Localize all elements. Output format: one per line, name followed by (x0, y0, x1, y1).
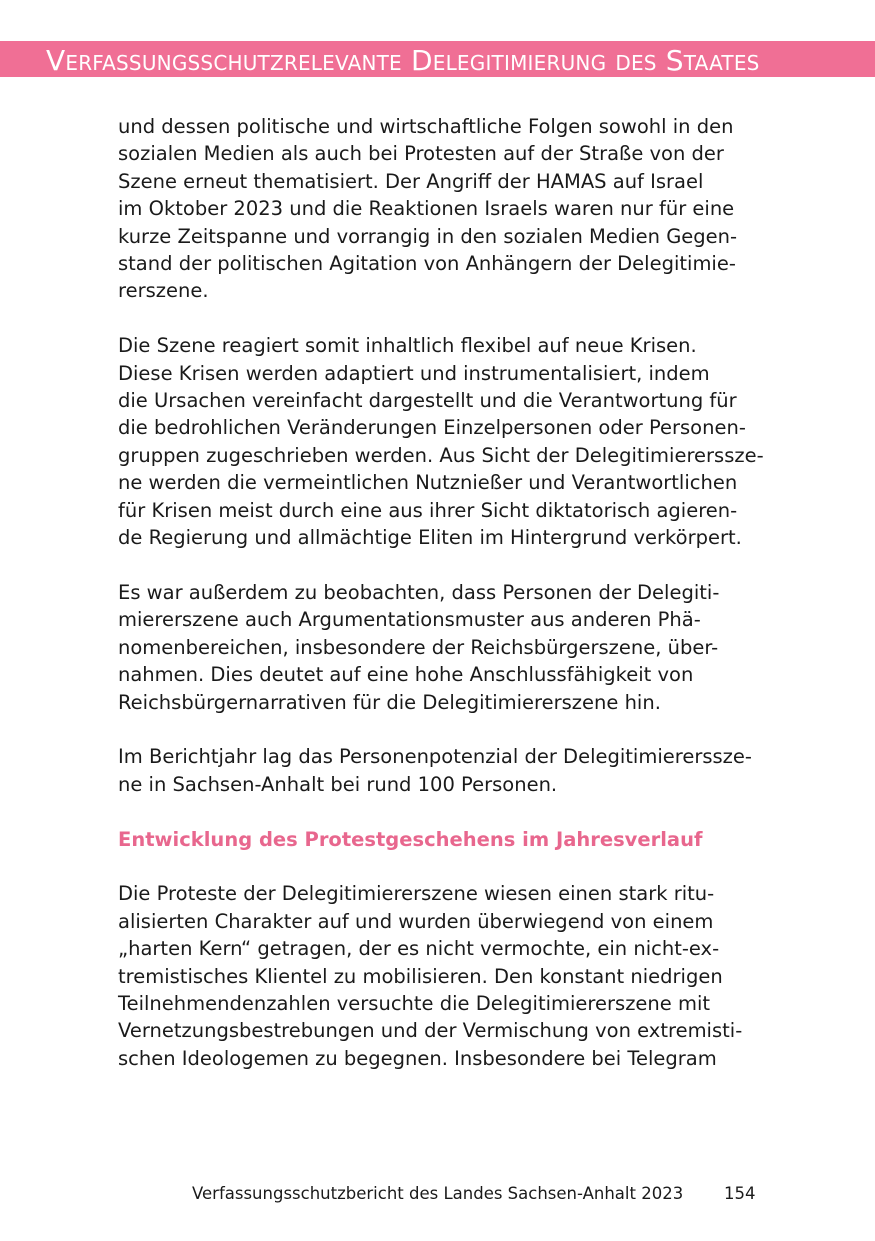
text-line: im Oktober 2023 und die Reaktionen Israels waren nur für eine (118, 197, 735, 221)
text-line: nomenbereichen, insbesondere der Reichsbürgerszene, über- (118, 635, 719, 659)
section-title: Verfassungsschutzrelevante Delegitimierung des Staates (46, 44, 760, 77)
text-line: Die Szene reagiert somit inhaltlich flexibel auf neue Krisen. (118, 334, 697, 358)
text-line: kurze Zeitspanne und vorrangig in den sozialen Medien Gegen- (118, 224, 738, 248)
text-line: Im Berichtjahr lag das Personenpotenzial der Delegitimiererssze- (118, 745, 752, 769)
page-number: 154 (724, 1184, 756, 1203)
text-line: die Ursachen vereinfacht dargestellt und die Verantwortung für (118, 389, 737, 413)
main-content (118, 113, 764, 1072)
text-line: Die Proteste der Delegitimiererszene wiesen einen stark ritu- (118, 882, 715, 906)
text-line: Teilnehmendenzahlen versuchte die Delegitimiererszene mit (118, 991, 711, 1015)
text-line: stand der politischen Agitation von Anhängern der Delegitimie- (118, 252, 736, 276)
text-line: rerszene. (118, 279, 209, 303)
text-line: Es war außerdem zu beobachten, dass Personen der Delegiti- (118, 580, 720, 604)
text-line: Szene erneut thematisiert. Der Angriff der HAMAS auf Israel (118, 169, 704, 193)
text-line: gruppen zugeschrieben werden. Aus Sicht der Delegitimiererssze- (118, 443, 764, 467)
text-line: die bedrohlichen Veränderungen Einzelpersonen oder Personen- (118, 416, 746, 440)
paragraph-4 (118, 743, 758, 798)
text-line: alisierten Charakter auf und wurden überwiegend von einem (118, 909, 714, 933)
section-header-bar (0, 41, 875, 77)
text-line: und dessen politische und wirtschaftliche Folgen sowohl in den (118, 115, 734, 138)
text-line: für Krisen meist durch eine aus ihrer Sicht diktatorisch agieren- (118, 498, 738, 522)
text-line: Reichsbürgernarrativen für die Delegitimiererszene hin. (118, 690, 661, 714)
text-line: de Regierung und allmächtige Eliten im Hintergrund verkörpert. (118, 526, 742, 550)
text-line: miererszene auch Argumentationsmuster aus anderen Phä- (118, 608, 701, 632)
paragraph-1 (118, 113, 758, 305)
text-line: ne werden die vermeintlichen Nutznießer und Verantwortlichen (118, 471, 738, 495)
text-line: nahmen. Dies deutet auf eine hohe Anschlussfähigkeit von (118, 663, 694, 687)
paragraph-3 (118, 579, 758, 716)
text-line: Diese Krisen werden adaptiert und instrumentalisiert, indem (118, 361, 710, 385)
footer-title: Verfassungsschutzbericht des Landes Sachsen-Anhalt 2023 (192, 1184, 684, 1203)
page-footer (0, 1182, 875, 1206)
text-line: ne in Sachsen-Anhalt bei rund 100 Personen. (118, 772, 558, 796)
text-line: „harten Kern“ getragen, der es nicht vermochte, ein nicht-ex- (118, 937, 720, 961)
paragraph-5 (118, 880, 758, 1072)
subheading: Entwicklung des Protestgeschehens im Jahresverlauf (118, 827, 703, 851)
text-line: Vernetzungsbestrebungen und der Vermischung von extremisti- (118, 1019, 743, 1043)
paragraph-2 (118, 332, 764, 551)
text-line: sozialen Medien als auch bei Protesten auf der Straße von der (118, 142, 724, 166)
text-line: schen Ideologemen zu begegnen. Insbesondere bei Telegram (118, 1046, 717, 1070)
text-line: tremistisches Klientel zu mobilisieren. Den konstant niedrigen (118, 964, 723, 988)
